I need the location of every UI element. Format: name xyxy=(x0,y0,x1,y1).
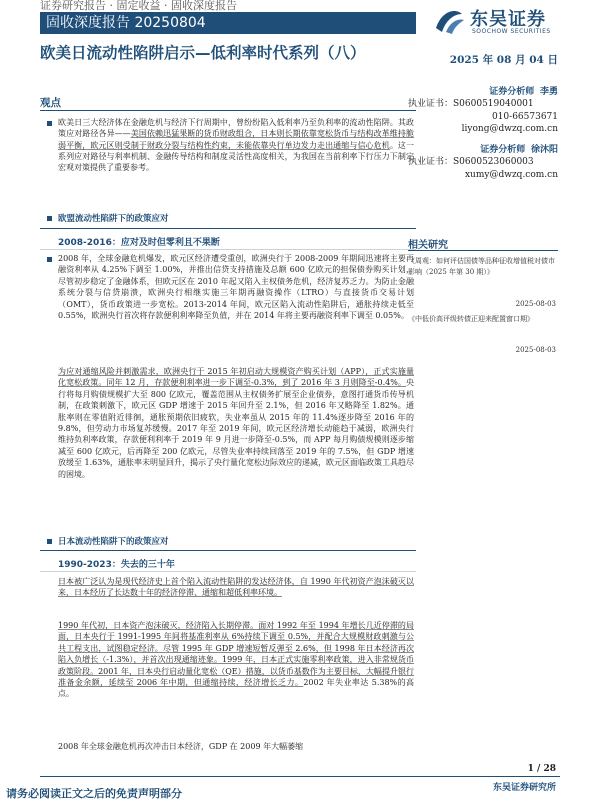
summary-suffix: 。这一系列应对路径与利率机制、金融传导结构和制度灵活性高度相关，为我国在当前利率下行压力下制定宏观对策提供了重要参考。 xyxy=(58,140,414,173)
japan-paragraph-3: 2008 年全球金融危机再次冲击日本经济，GDP 在 2009 年大幅萎缩 xyxy=(58,742,304,751)
related-item[interactable]: 《中低价高评级转债正迎来配置窗口期》 xyxy=(408,315,534,323)
company-logo xyxy=(432,4,562,38)
bullet-square-icon xyxy=(47,121,52,126)
page-number: 1 / 28 xyxy=(527,764,556,774)
logo-cn-text: 东吴证券 xyxy=(470,9,546,30)
license-number: S0600519040001 xyxy=(453,99,534,110)
viewpoint-heading: 观点 xyxy=(40,97,61,109)
analyst-name: 李勇 xyxy=(539,87,558,97)
analyst-email[interactable]: liyong@dwzq.com.cn xyxy=(461,124,558,135)
japan-p2-tail: 2002 年失业率达 5.38%的高点。 xyxy=(58,678,415,699)
analyst-email[interactable]: xumy@dwzq.com.cn xyxy=(464,169,558,180)
analyst-card-2 xyxy=(408,144,558,181)
analyst-role: 证券分析师 xyxy=(489,87,535,97)
europe-paragraph-1: 2008 年，全球金融危机爆发，欧元区经济遭受重创，欧洲央行于 2008-2009 年期间迅速将主要再融资利率从 4.25%下调至 1.00%，并推出信贷支持措施及总额 600 亿欧元的担保债券购买计划，尽管初步稳定了金融体系，但欧元区在 2010 年起又陷入主权债务危机，经济复苏乏力。为防止金融系统分裂与信贷崩溃，欧洲央行相继实施三年期再融资操作（LTRO）与直接货币交易计划（OMT），货币政策进一步宽松。2013-2014 年间，欧元区陷入流动性陷阱后，通胀持续走低至 0.55%，欧洲央行首次将存款便利利率降至负值，并在 2014 年将主要再融资利率下调至 0.05%。 xyxy=(58,254,414,321)
japan-p2-underlined: 1990 年代初，日本资产泡沫破灭，经济陷入长期停滞。面对 1992 年至 1994 年增长几近停滞的局面，日本央行于 1991-1995 年间将基准利率从 6%持续下调至 0.5%，并配合大规模财政刺激与公共工程支出，试图稳定经济。尽管 1995 年 GDP 增速短暂反弹至 2.6%，但 1998 年日本经济再次陷入负增长（-1.3%），并首次出现通缩迹象。1999 年，日本正式实施零利率政策，进入非常规货币政策阶段。2001 年，日本央行启动量化宽松（QE）措施，以货币基数作为主要目标，大幅提升银行准备金余额，延续至 2006 年中期，但通缩持续，经济增长乏力。 xyxy=(58,621,414,688)
report-title: 欧美日流动性陷阱启示—低利率时代系列（八） xyxy=(40,44,366,62)
related-item-date: 2025-08-03 xyxy=(515,346,556,354)
japan-p1-underlined: 日本被广泛认为是现代经济史上首个陷入流动性陷阱的发达经济体，自 1990 年代初资产泡沫破灭以来，日本经历了长达数十年的经济停滞、通缩和超低利率环境。 xyxy=(58,577,414,598)
related-item-date: 2025-08-03 xyxy=(515,300,556,308)
analyst-role: 证券分析师 xyxy=(480,145,526,155)
europe-p2-rest: 央行将每月购债规模扩大至 800 亿欧元，覆盖范围从主权债务扩展至企业债券，意图打通货币传导机制，在政策刺激下，欧元区 GDP 增速于 2015 年回升至 2.1%，但 2016 年又略降至 1.82%。通胀率则在零值附近徘徊，通胀预期依旧疲软，失业率虽从 2015 年的 11.4%逐步降至 2016 年的 9.8%，但劳动力市场复苏缓慢。2017 年至 2019 年间，欧元区经济增长动能趋于减弱，欧洲央行维持负利率政策，存款便利利率于 2019 年 9 月进一步降至-0.5%，而 APP 每月购债规模则逐步缩减至 600 亿欧元，后再降至 200 亿欧元，尽管失业率持续回落至 2019 年的 7.5%，但 GDP 增速放缓至 1.63%，通胀率未明显回升，揭示了央行量化宽松边际效应的递减，欧元区面临政策工具趋尽的困境。 xyxy=(58,378,414,479)
analyst-card-1 xyxy=(408,86,558,136)
report-type-bar: 固收深度报告 20250804 xyxy=(40,12,416,34)
report-date: 2025 年 08 月 04 日 xyxy=(449,54,558,66)
related-research-heading: 相关研究 xyxy=(408,240,448,251)
divider xyxy=(40,110,416,111)
footer-organization: 东吴证券研究所 xyxy=(492,783,556,793)
license-number: S0600523060003 xyxy=(453,157,534,168)
license-label: 执业证书： xyxy=(408,157,454,168)
section-heading-europe: 欧盟流动性陷阱下的政策应对 xyxy=(58,214,169,224)
japan-paragraph-2 xyxy=(58,620,414,700)
summary-prefix: 欧美日三大经济体在金融危机与经济下行周期中，曾纷纷陷入低利率乃至负利率的流动性陷阱。其政策应对路径各异—— xyxy=(58,118,414,139)
bullet-square-icon xyxy=(47,216,52,221)
divider xyxy=(40,228,416,229)
bullet-square-icon xyxy=(47,539,52,544)
related-item[interactable]: 《周观：如何评估国债等品种征收增值税对债市影响（2025 年第 30 期）》 xyxy=(408,257,555,276)
analyst-name: 徐沐阳 xyxy=(530,145,558,155)
divider xyxy=(40,550,416,551)
logo-mark-icon xyxy=(432,4,466,36)
section-heading-japan: 日本流动性陷阱下的政策应对 xyxy=(58,537,169,547)
divider xyxy=(40,776,560,777)
subsection-heading-1990-2023: 1990-2023：失去的三十年 xyxy=(58,560,175,570)
report-category-tag: 证券研究报告 · 固定收益 · 固收深度报告 xyxy=(40,0,237,12)
viewpoint-summary xyxy=(58,117,414,173)
disclaimer-notice: 请务必阅读正文之后的免责声明部分 xyxy=(6,788,182,800)
divider xyxy=(408,250,558,251)
bullet-square-icon xyxy=(47,257,52,262)
divider xyxy=(40,249,416,250)
europe-paragraph-2 xyxy=(58,366,414,480)
divider xyxy=(40,571,416,572)
logo-en-text: SOOCHOW SECURITIES xyxy=(472,28,551,35)
license-label: 执业证书： xyxy=(408,99,454,110)
europe-p2-underlined: 为应对通缩风险并刺激需求，欧洲央行于 2015 年初启动大规模资产购买计划（APP），正式实施量化宽松政策。同年 12 月，存款便利利率进一步下调至-0.3%，到了 2016 年 3 月则降至-0.4%。 xyxy=(58,367,414,388)
subsection-heading-2008-2016: 2008-2016：应对及时但零利且不果断 xyxy=(58,238,220,248)
japan-paragraph-1 xyxy=(58,576,414,599)
summary-underlined: 美国依赖迅猛果断的货币财政组合，日本则长期依靠宽松货币与结构改革维持脆弱平衡，欧元区则受制于财政分裂与结构性约束，未能依靠央行单边发力走出通缩与信心危机 xyxy=(58,129,415,150)
analyst-phone: 010-66573671 xyxy=(491,111,558,122)
